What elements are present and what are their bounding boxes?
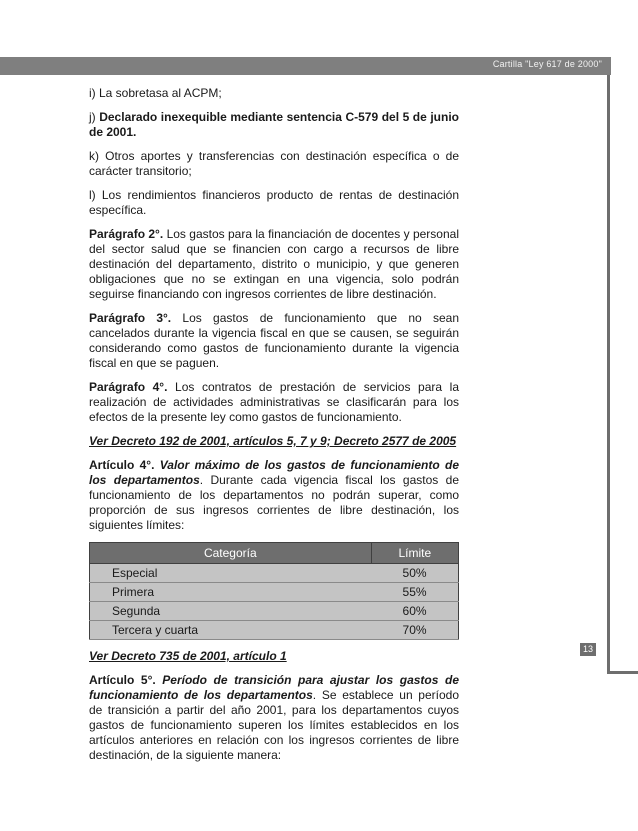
page-number: 13 [580,643,596,656]
articulo-title: Período de transición para ajustar los gastos de funcionamiento de los departamentos [89,673,459,702]
reference-link-decreto-192[interactable]: Ver Decreto 192 de 2001, artículos 5, 7 y 9; Decreto 2577 de 2005 [89,434,457,448]
articulo-label: Artículo 4°. [89,458,155,472]
margin-rule-horizontal [607,671,638,674]
reference-decreto-192 [89,434,459,449]
paragrafo-2: Parágrafo 2°. Los gastos para la financiación de docentes y personal del sector salud que se financien con cargo a recursos de libre destinación del departamento, distrito o municipio, y que generen obligaciones que no se extingan en una vigencia, solo podrán seguirse financiando con ingresos corrientes de libre destinación. [89,227,459,301]
paragrafo-4: Parágrafo 4°. Los contratos de prestación de servicios para la realización de actividades administrativas se clasificarán para los efectos de la presente ley como gastos de funcionamiento. [89,380,459,424]
paragrafo-label: Parágrafo 2°. [89,227,164,241]
table-row [90,583,459,602]
paragrafo-3: Parágrafo 3°. Los gastos de funcionamiento que no sean cancelados durante la vigencia fiscal en que se causen, se seguirán considerando como gastos de funcionamiento durante la vigencia fiscal en que se paguen. [89,311,459,370]
margin-rule-vertical [607,75,610,673]
table-cell-categoria: Primera [90,583,372,602]
paragrafo-label: Parágrafo 3°. [89,311,172,325]
item-j: j) Declarado inexequible mediante sentencia C-579 del 5 de junio de 2001. [89,110,459,139]
page-content [89,86,459,772]
running-header-title: Cartilla "Ley 617 de 2000" [492,59,602,69]
table-header-categoria: Categoría [90,543,372,564]
table-header-row [90,543,459,564]
table-cell-limite: 50% [371,564,458,583]
table-cell-categoria: Tercera y cuarta [90,621,372,640]
table-cell-categoria: Segunda [90,602,372,621]
table-row [90,602,459,621]
item-k: k) Otros aportes y transferencias con destinación específica o de carácter transitorio; [89,149,459,178]
table-row [90,621,459,640]
limits-table [89,542,459,640]
table-row [90,564,459,583]
paragrafo-label: Parágrafo 4°. [89,380,168,394]
reference-decreto-735 [89,649,459,664]
articulo-5: Artículo 5°. Período de transición para ajustar los gastos de funcionamiento de los departamentos. Se establece un período de transición a partir del año 2001, para los departamentos cuyos gastos de funcionamiento superen los límites establecidos en los artículos anteriores en relación con los ingresos corrientes de libre destinación, de la siguiente manera: [89,673,460,762]
articulo-title: Valor máximo de los gastos de funcionamiento de los departamentos [89,458,459,487]
item-l: l) Los rendimientos financieros producto de rentas de destinación específica. [89,188,459,217]
table-header-limite: Límite [371,543,458,564]
reference-link-decreto-735[interactable]: Ver Decreto 735 de 2001, artículo 1 [89,649,287,663]
articulo-label: Artículo 5°. [89,673,156,687]
table-cell-limite: 60% [371,602,458,621]
articulo-4: Artículo 4°. Valor máximo de los gastos de funcionamiento de los departamentos. Durante cada vigencia fiscal los gastos de funcionamiento de los departamentos no podrán superar, como proporción de sus ingresos corrientes de libre destinación, los siguientes límites: [89,458,459,532]
table-cell-limite: 55% [371,583,458,602]
table-cell-limite: 70% [371,621,458,640]
table-cell-categoria: Especial [90,564,372,583]
item-i: i) La sobretasa al ACPM; [89,86,222,100]
item-j-bold-text: Declarado inexequible mediante sentencia C-579 del 5 de junio de 2001. [89,110,459,139]
